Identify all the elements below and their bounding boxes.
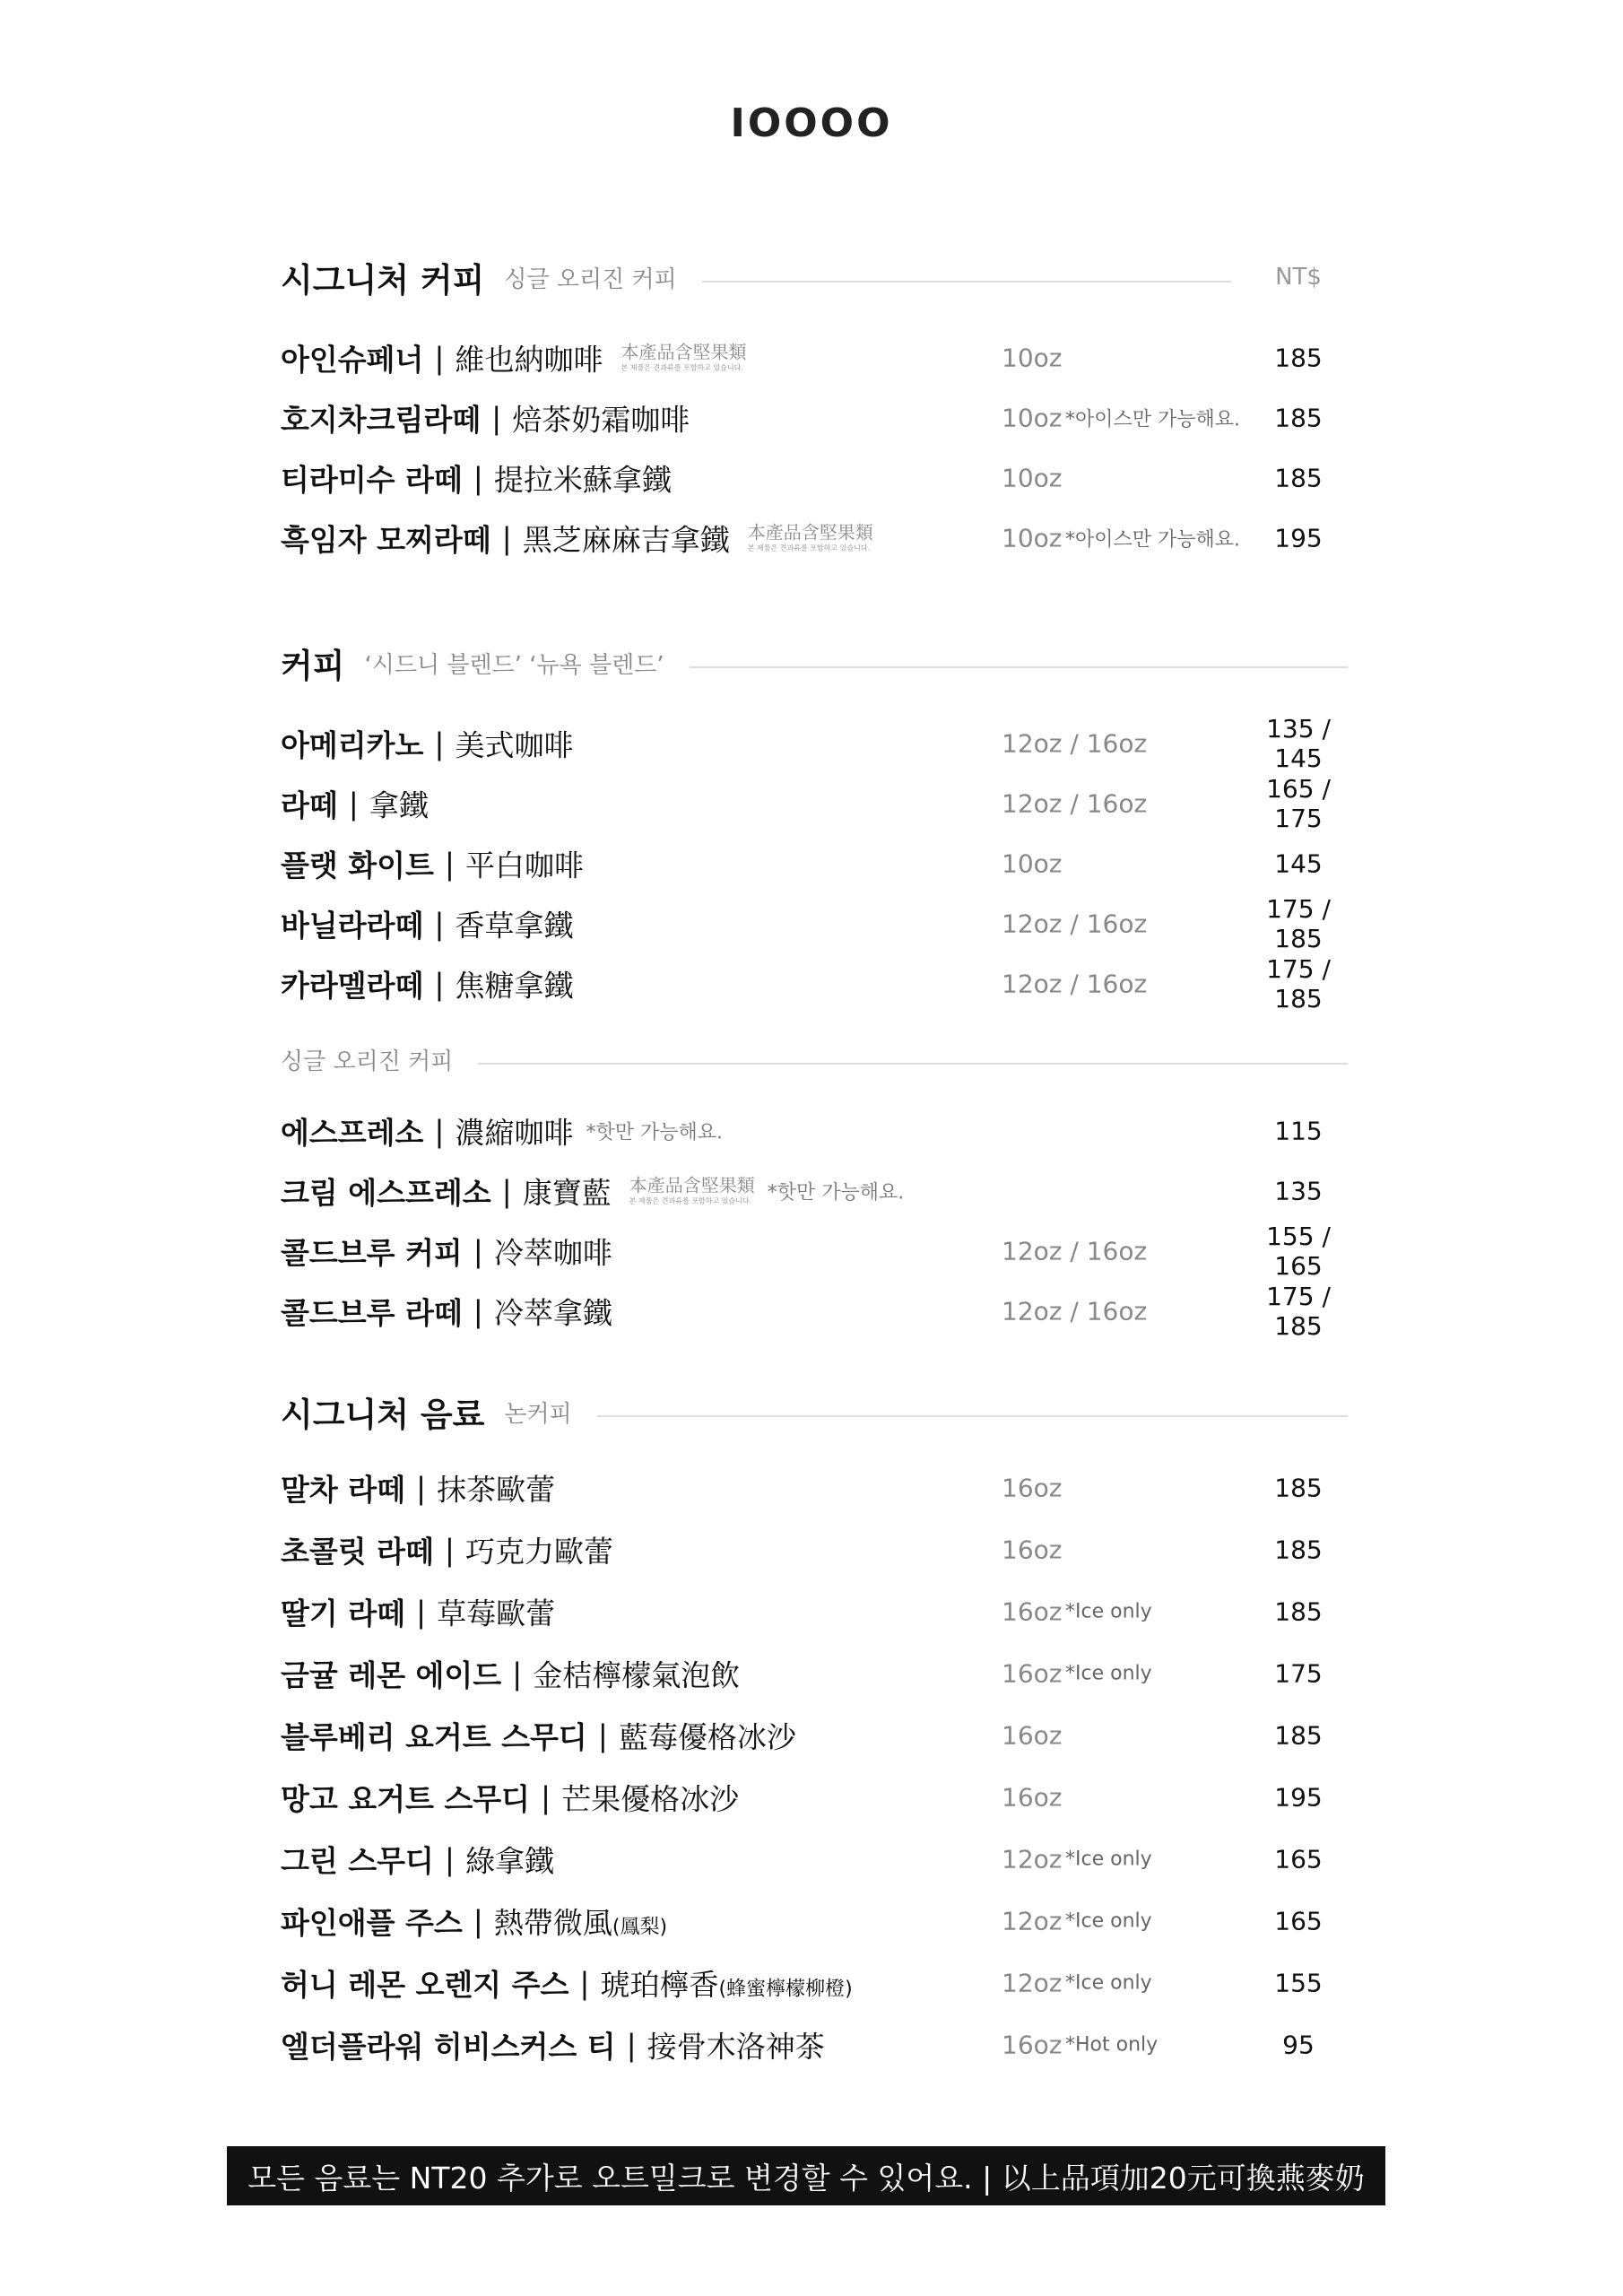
separator: | (597, 1718, 608, 1752)
item-size: 12oz (1002, 1844, 1063, 1874)
item-name (281, 1714, 796, 1756)
item-name (281, 782, 429, 824)
item-name-korean: 콜드브루 라떼 (281, 1295, 463, 1330)
item-name (281, 457, 672, 499)
menu-item (281, 713, 1348, 773)
item-name-korean: 카라멜라떼 (281, 968, 424, 1003)
item-price: 185 (1274, 1473, 1323, 1502)
separator: | (626, 2027, 637, 2062)
section-coffee (281, 636, 1348, 1013)
item-note: *Ice only (1065, 1662, 1152, 1684)
item-price: 155 / 165 (1266, 1221, 1331, 1281)
item-name-chinese (494, 1900, 667, 1942)
menu-items (281, 327, 1348, 568)
item-price: 95 (1282, 2030, 1315, 2059)
separator: | (512, 1656, 523, 1691)
item-name (281, 1290, 612, 1332)
allergen-notice (621, 341, 747, 372)
item-size: 16oz (1002, 1596, 1063, 1626)
item-name-korean: 크림 에스프레소 (281, 1175, 491, 1210)
item-size: 16oz (1002, 1720, 1063, 1750)
item-size: 12oz (1002, 1968, 1063, 1997)
item-price: 175 / 185 (1266, 953, 1331, 1013)
item-price: 165 (1274, 1906, 1323, 1935)
item-name-korean: 티라미수 라떼 (281, 462, 463, 497)
item-name-korean: 금귤 레몬 에이드 (281, 1657, 502, 1692)
item-name-chinese-main: 維也納咖啡 (455, 342, 603, 377)
item-name-chinese-main: 抹茶歐蕾 (437, 1472, 556, 1507)
item-name-chinese-main: 琥珀檸香 (600, 1967, 719, 2002)
item-price: 165 / 175 (1266, 773, 1331, 833)
item-name-chinese (456, 962, 574, 1004)
menu-item (281, 1161, 1348, 1221)
item-size: 10oz (1002, 523, 1063, 552)
item-price: 145 (1274, 848, 1323, 878)
item-name-chinese-main: 芒果優格冰沙 (561, 1781, 740, 1816)
item-note: *Ice only (1065, 1909, 1152, 1932)
separator: | (501, 520, 512, 555)
item-name-korean: 플랫 화이트 (281, 848, 434, 883)
separator: | (473, 1293, 483, 1328)
item-name-chinese (465, 1528, 613, 1570)
allergen-zh: 本產品含堅果類 (747, 521, 873, 544)
item-name-korean: 흑임자 모찌라떼 (281, 522, 491, 557)
item-name-korean: 에스프레소 (281, 1115, 424, 1150)
item-name-chinese (465, 1838, 554, 1880)
item-name (281, 1109, 723, 1152)
item-name-chinese (456, 722, 574, 764)
item-name-korean: 호지차크림라떼 (281, 402, 482, 437)
item-name-chinese (369, 782, 429, 824)
item-price: 185 (1274, 463, 1323, 492)
item-name (281, 1961, 853, 2004)
item-name-chinese-detail: (蜂蜜檸檬柳橙) (718, 1978, 853, 2000)
menu-item (281, 773, 1348, 833)
item-price: 195 (1274, 523, 1323, 552)
allergen-notice (747, 521, 873, 552)
item-size: 12oz (1002, 1906, 1063, 1935)
item-name-korean: 망고 요거트 스무디 (281, 1781, 531, 1816)
item-name (281, 1230, 612, 1272)
separator: | (444, 846, 456, 881)
item-size: 12oz / 16oz (1002, 909, 1148, 938)
item-name (281, 1900, 667, 1942)
item-name-chinese (456, 336, 603, 378)
item-size: 16oz (1002, 1535, 1063, 1564)
item-name-chinese (456, 1109, 574, 1152)
item-note: *Ice only (1065, 1600, 1152, 1622)
section-title: 커피 (281, 647, 345, 685)
item-name-korean: 라떼 (281, 787, 338, 822)
item-price: 175 (1274, 1658, 1323, 1688)
item-name-chinese (523, 1170, 612, 1212)
menu-item (281, 387, 1348, 448)
section-header (281, 636, 1348, 690)
menu-item (281, 1518, 1348, 1580)
item-name-chinese-detail: (鳳梨) (612, 1916, 668, 1938)
item-size: 12oz / 16oz (1002, 728, 1148, 758)
item-size: 10oz (1002, 848, 1063, 878)
item-name (281, 962, 574, 1004)
item-price: 175 / 185 (1266, 1281, 1331, 1341)
menu-item (281, 1580, 1348, 1642)
allergen-ko: 본 제품은 견과류를 포함하고 있습니다. (629, 1196, 752, 1205)
item-name-chinese-main: 濃縮咖啡 (455, 1115, 574, 1150)
item-size: 10oz (1002, 403, 1063, 432)
item-size: 12oz / 16oz (1002, 788, 1148, 818)
oat-milk-notice: 모든 음료는 NT20 추가로 오트밀크로 변경할 수 있어요. | 以上品項加20元可換燕麥奶 (227, 2146, 1385, 2205)
section-header (281, 250, 1348, 304)
section-title: 시그니처 커피 (281, 261, 485, 300)
item-name (281, 1528, 613, 1570)
allergen-zh: 本產品含堅果類 (629, 1174, 755, 1196)
item-name-korean: 그린 스무디 (281, 1843, 434, 1878)
item-name-chinese (437, 1590, 555, 1632)
menu-item (281, 1281, 1348, 1341)
allergen-zh: 本產品含堅果類 (621, 341, 747, 363)
section-subtitle: 논커피 (504, 1400, 572, 1428)
item-size: 10oz (1002, 343, 1063, 372)
section-header (281, 1385, 1348, 1439)
item-name-korean: 파인애플 주스 (281, 1905, 463, 1940)
item-name-chinese (601, 1961, 853, 2004)
item-price: 135 (1274, 1176, 1323, 1205)
menu-item (281, 1766, 1348, 1828)
item-name-chinese (494, 457, 672, 499)
item-name (281, 336, 747, 378)
item-size: 16oz (1002, 1782, 1063, 1812)
item-name-chinese (523, 517, 730, 559)
menu-item (281, 1952, 1348, 2013)
menu-item (281, 1100, 1348, 1161)
item-name-chinese (494, 1290, 612, 1332)
item-price: 185 (1274, 1720, 1323, 1750)
separator: | (434, 1113, 445, 1148)
menu-item (281, 2013, 1348, 2075)
menu-item (281, 833, 1348, 893)
item-name-chinese (494, 1230, 612, 1272)
item-size: 12oz / 16oz (1002, 1296, 1148, 1326)
item-name-chinese-main: 冷萃拿鐵 (493, 1295, 612, 1330)
allergen-ko: 본 제품은 견과류를 포함하고 있습니다. (621, 363, 743, 372)
item-note: *아이스만 가능해요. (1065, 528, 1241, 551)
section-title: 시그니처 음료 (281, 1396, 485, 1434)
item-size: 12oz / 16oz (1002, 1236, 1148, 1265)
item-name-chinese (561, 1776, 739, 1818)
menu-item (281, 893, 1348, 953)
item-name-chinese (533, 1652, 740, 1694)
item-name-chinese-main: 平白咖啡 (465, 848, 585, 883)
item-size: 16oz (1002, 1658, 1063, 1688)
item-name-korean: 아인슈페너 (281, 342, 424, 377)
allergen-ko: 본 제품은 견과류를 포함하고 있습니다. (747, 544, 871, 552)
item-name-korean: 아메리카노 (281, 727, 424, 762)
item-note: *Ice only (1065, 1971, 1152, 1994)
brand-logo: IOOOO (730, 100, 893, 146)
section-divider (478, 1063, 1348, 1065)
item-name-chinese-main: 巧克力歐蕾 (465, 1534, 614, 1569)
menu-item (281, 1457, 1348, 1518)
item-name-chinese-main: 拿鐵 (369, 787, 429, 822)
separator: | (348, 786, 359, 821)
menu-item (281, 508, 1348, 568)
item-name-chinese-main: 綠拿鐵 (465, 1843, 555, 1878)
menu-items (281, 713, 1348, 1013)
item-name-chinese (437, 1466, 555, 1509)
item-name (281, 1838, 554, 1880)
item-name-chinese (465, 842, 584, 884)
menu-item (281, 1221, 1348, 1281)
separator: | (491, 400, 502, 435)
item-name-chinese-main: 冷萃咖啡 (493, 1235, 612, 1270)
separator: | (434, 906, 445, 941)
separator: | (473, 1233, 483, 1268)
item-name-chinese-main: 草莓歐蕾 (437, 1596, 556, 1631)
section-single-origin (281, 1032, 1348, 1341)
item-price: 185 (1274, 403, 1323, 432)
section-divider (690, 666, 1348, 668)
item-name (281, 1590, 555, 1632)
item-name-chinese-main: 接骨木洛神茶 (647, 2029, 825, 2064)
menu-items (281, 1457, 1348, 2075)
item-size: 16oz (1002, 2030, 1063, 2059)
item-price: 155 (1274, 1968, 1323, 1997)
separator: | (541, 1779, 551, 1814)
item-name-chinese (647, 2023, 825, 2066)
item-name-chinese-main: 熱帶微風 (493, 1905, 612, 1940)
item-name (281, 396, 690, 439)
item-name (281, 1776, 739, 1818)
separator: | (416, 1470, 427, 1505)
item-size: 12oz / 16oz (1002, 969, 1148, 998)
section-signature-drinks (281, 1385, 1348, 2075)
separator: | (444, 1532, 456, 1567)
separator: | (434, 966, 445, 1001)
separator: | (473, 460, 483, 495)
section-subtitle: ‘시드니 블렌드’ ‘뉴욕 블렌드’ (364, 651, 664, 679)
separator: | (434, 340, 445, 375)
menu-item (281, 448, 1348, 508)
item-name-chinese (619, 1714, 796, 1756)
item-name-korean: 엘더플라워 히비스커스 티 (281, 2029, 616, 2064)
allergen-notice (629, 1174, 755, 1205)
item-name (281, 902, 574, 944)
item-size: 10oz (1002, 463, 1063, 492)
item-name (281, 842, 584, 884)
menu-item (281, 1828, 1348, 1890)
item-name (281, 722, 574, 764)
item-note: *핫만 가능해요. (767, 1181, 905, 1204)
item-name-korean: 바닐라라떼 (281, 908, 424, 943)
separator: | (416, 1594, 427, 1629)
item-price: 195 (1274, 1782, 1323, 1812)
item-note: *Hot only (1065, 2033, 1159, 2056)
item-name-korean: 딸기 라떼 (281, 1596, 406, 1631)
menu-item (281, 1890, 1348, 1952)
item-price: 175 / 185 (1266, 893, 1331, 953)
separator: | (434, 726, 445, 761)
section-header (281, 1032, 1348, 1086)
currency-label: NT$ (1275, 264, 1322, 291)
separator: | (473, 1903, 483, 1938)
item-name-chinese-main: 香草拿鐵 (455, 908, 574, 943)
menu-item (281, 953, 1348, 1013)
item-name (281, 517, 873, 559)
section-signature-coffee (281, 250, 1348, 568)
separator: | (444, 1841, 456, 1876)
item-name-chinese-main: 金桔檸檬氣泡飲 (533, 1657, 741, 1692)
item-price: 185 (1274, 1596, 1323, 1626)
item-note: *Ice only (1065, 1848, 1152, 1870)
item-name-chinese-main: 焦糖拿鐵 (455, 968, 574, 1003)
menu-item (281, 1704, 1348, 1766)
menu-item (281, 1642, 1348, 1704)
item-name-chinese-main: 美式咖啡 (455, 727, 574, 762)
section-subtitle: 싱글 오리진 커피 (504, 265, 677, 293)
item-name-chinese-main: 黑芝麻麻吉拿鐵 (522, 522, 730, 557)
item-name-chinese-main: 焙茶奶霜咖啡 (512, 402, 690, 437)
item-name-chinese-main: 藍莓優格冰沙 (618, 1719, 796, 1754)
item-note: *핫만 가능해요. (586, 1121, 724, 1144)
item-name-korean: 콜드브루 커피 (281, 1235, 463, 1270)
section-divider (597, 1415, 1348, 1417)
item-price: 185 (1274, 1535, 1323, 1564)
item-name-korean: 블루베리 요거트 스무디 (281, 1719, 587, 1754)
item-name-korean: 말차 라떼 (281, 1472, 406, 1507)
separator: | (501, 1173, 512, 1208)
item-name (281, 2023, 825, 2066)
item-name-chinese-main: 提拉米蘇拿鐵 (493, 462, 672, 497)
item-name-chinese-main: 康寶藍 (522, 1175, 612, 1210)
item-size: 16oz (1002, 1473, 1063, 1502)
section-divider (702, 281, 1231, 283)
item-name-chinese (456, 902, 574, 944)
menu-item (281, 327, 1348, 387)
item-price: 115 (1274, 1116, 1323, 1145)
item-price: 165 (1274, 1844, 1323, 1874)
section-subtitle: 싱글 오리진 커피 (281, 1048, 454, 1075)
item-name (281, 1652, 740, 1694)
item-name (281, 1170, 904, 1212)
item-name (281, 1466, 555, 1509)
item-name-korean: 초콜릿 라떼 (281, 1534, 434, 1569)
separator: | (579, 1965, 590, 2000)
item-price: 135 / 145 (1266, 713, 1331, 773)
item-note: *아이스만 가능해요. (1065, 408, 1241, 430)
item-price: 185 (1274, 343, 1323, 372)
item-name-korean: 허니 레몬 오렌지 주스 (281, 1967, 569, 2002)
menu-items (281, 1100, 1348, 1341)
item-name-chinese (512, 396, 690, 439)
